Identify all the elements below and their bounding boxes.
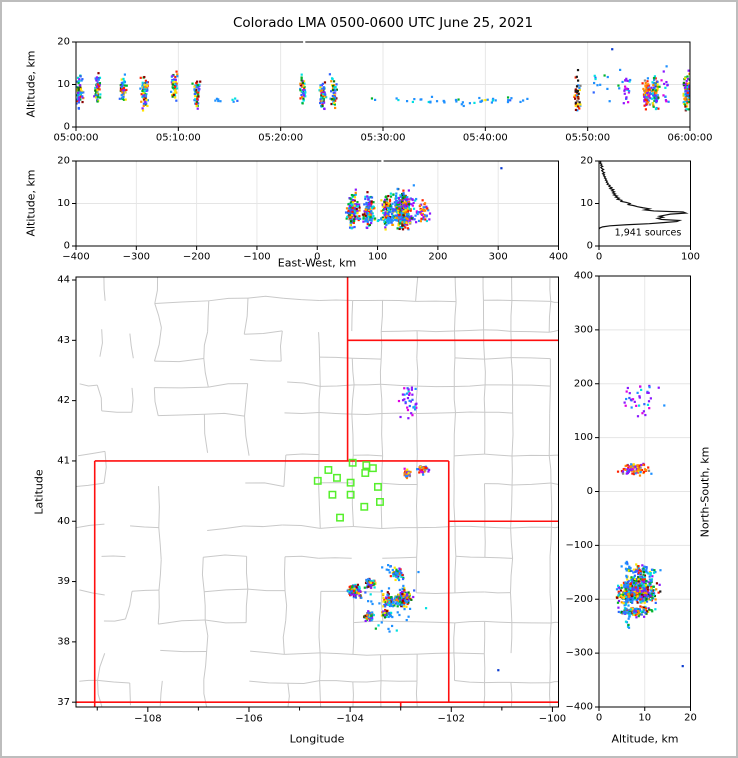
ns-alt-xaxis-title: Altitude, km xyxy=(611,732,679,746)
map-xaxis-title: Longitude xyxy=(289,732,345,746)
histogram-source-count-annotation: 1,941 sources xyxy=(614,227,682,239)
ew-height-xaxis-title: East-West, km xyxy=(277,256,357,270)
lma-figure-canvas xyxy=(2,2,738,758)
page-title: Colorado LMA 0500-0600 UTC June 25, 2021 xyxy=(232,15,534,31)
ew-height-yaxis-title: Altitude, km xyxy=(24,169,38,237)
ns-alt-yaxis-title: North-South, km xyxy=(698,446,712,538)
map-yaxis-title: Latitude xyxy=(32,469,46,515)
time-height-yaxis-title: Altitude, km xyxy=(24,50,38,118)
